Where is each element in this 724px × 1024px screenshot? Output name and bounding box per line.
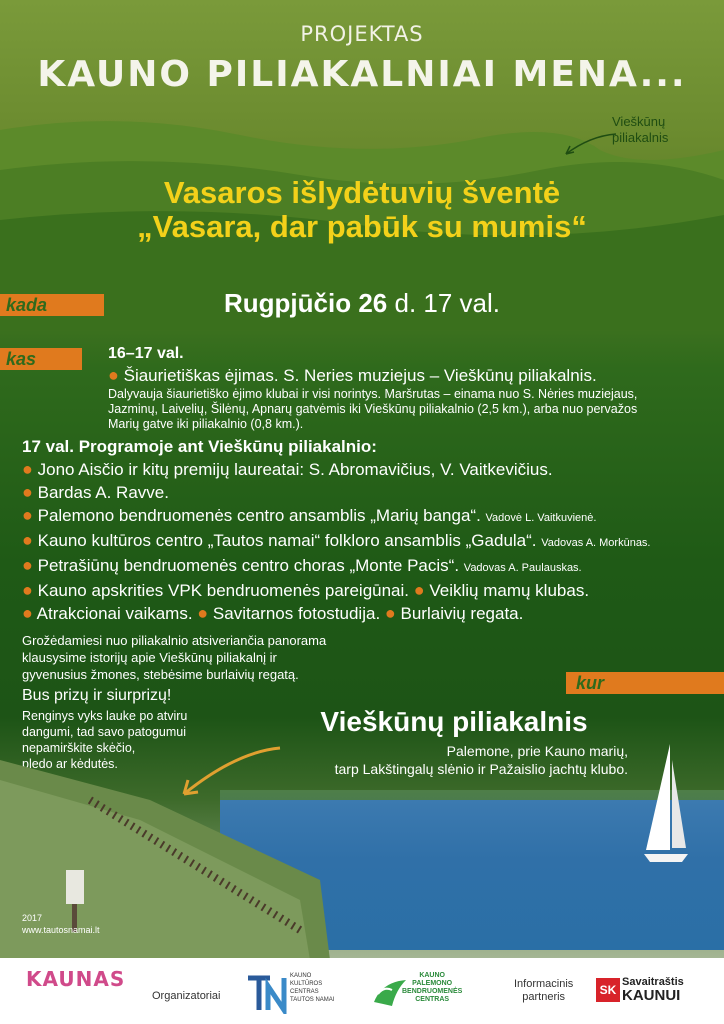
walk-desc1: Dalyvauja šiaurietiško ėjimo klubai ir visi norintys. Maršrutas – einama nuo S. Nėries muziejaus, <box>108 387 638 401</box>
date-rest: d. 17 val. <box>394 288 500 318</box>
outdoor-text: Renginys vyks lauke po atviru dangumi, tad savo patogumui nepamirškite skėčio, pledo ar kėdutės. <box>22 709 188 771</box>
bullet-icon: ● <box>22 555 33 575</box>
walk-title: ● Šiaurietiškas ėjimas. S. Neries muziejus – Vieškūnų piliakalnis. <box>108 365 597 385</box>
bullet-icon: ● <box>384 603 396 623</box>
walk-section <box>108 344 637 432</box>
tag-kas: kas <box>0 348 82 370</box>
credits-year: 2017 <box>22 913 43 923</box>
bullet-icon: ● <box>108 365 119 385</box>
walk-time: 16–17 val. <box>108 345 184 362</box>
hill-arrow-icon <box>560 130 620 160</box>
walk-desc2: Jazminų, Laivelių, Šilėnų, Apnarų gatvėmis iki Vieškūnų piliakalnio (2,5 km.), arba nuo pervažos <box>108 402 638 416</box>
footer <box>0 958 724 1024</box>
venue-name: Vieškūnų piliakalnis <box>320 706 588 737</box>
bullet-icon: ● <box>197 603 209 623</box>
info-partner-label: Informacinis partneris <box>514 978 574 1003</box>
bullet-icon: ● <box>22 603 33 623</box>
panorama-text: Grožėdamiesi nuo piliakalnio atsiveriančia panorama klausysime istorijų apie Vieškūnų piliakalnį ir gyvenusius žmones, stebėsime burlaivių regatą. <box>22 633 327 682</box>
hill-label-line2: piliakalnis <box>612 130 669 145</box>
main-title: KAUNO PILIAKALNIAI MENA... <box>37 54 687 95</box>
palemono-text: KAUNO PALEMONO BENDRUOMENĖS CENTRAS <box>402 972 463 1003</box>
credits-site[interactable]: www.tautosnamai.lt <box>22 925 100 935</box>
program-heading: 17 val. Programoje ant Vieškūnų piliakalnio: <box>22 437 377 456</box>
kaunas-logo: KAUNAS <box>26 967 126 991</box>
bullet-icon: ● <box>413 580 425 600</box>
program-item: ● Kauno apskrities VPK bendruomenės pareigūnai. ● Veiklių mamų klubas. <box>22 580 590 600</box>
venue-address: Palemone, prie Kauno marių, tarp Lakštingalų slėnio ir Pažaislio jachtų klubo. <box>334 743 628 777</box>
event-title-line2: „Vasara, dar pabūk su mumis“ <box>137 209 587 244</box>
sk-logo-icon: SK <box>596 978 620 1002</box>
tag-kada: kada <box>0 294 104 316</box>
curved-arrow-icon <box>176 742 286 802</box>
tautos-namai-text: KAUNO KULTŪROS CENTRAS TAUTOS NAMAI <box>290 973 335 1003</box>
bullet-icon: ● <box>22 459 33 479</box>
date-day: 26 <box>358 288 388 318</box>
program-item: ● Palemono bendruomenės centro ansamblis „Marių banga“. Vadovė L. Vaitkuvienė. <box>22 505 597 525</box>
prizes-text: Bus prizų ir siurprizų! <box>22 687 172 704</box>
event-title <box>0 176 724 244</box>
program-item: ● Kauno kultūros centro „Tautos namai“ folkloro ansamblis „Gadula“. Vadovas A. Morkūnas. <box>22 530 651 550</box>
bullet-icon: ● <box>22 530 33 550</box>
organizers-label: Organizatoriai <box>152 990 221 1002</box>
program-item: ● Atrakcionai vaikams. ● Savitarnos fotostudija. ● Burlaivių regata. <box>22 603 524 623</box>
event-date <box>0 288 724 319</box>
walk-desc3: Marių gatve iki piliakalnio (0,8 km.). <box>108 417 304 431</box>
bullet-icon: ● <box>22 505 33 525</box>
date-month: Rugpjūčio <box>224 288 352 318</box>
tautos-namai-logo-icon <box>246 972 288 1014</box>
sailboat-icon <box>640 740 690 870</box>
bullet-icon: ● <box>22 580 33 600</box>
credits <box>22 912 100 936</box>
program-item: ● Bardas A. Ravve. <box>22 482 169 502</box>
tag-kur: kur <box>566 672 724 694</box>
hills-background <box>0 0 724 330</box>
sk-text: Savaitraštis KAUNUI <box>622 976 684 1004</box>
project-label: PROJEKTAS <box>300 22 424 46</box>
program-item: ● Jono Aisčio ir kitų premijų laureatai: S. Abromavičius, V. Vaitkevičius. <box>22 459 553 479</box>
event-title-line1: Vasaros išlydėtuvių šventė <box>163 175 561 210</box>
program-item: ● Petrašiūnų bendruomenės centro choras „Monte Pacis“. Vadovas A. Paulauskas. <box>22 555 582 575</box>
hill-label-line1: Vieškūnų <box>612 114 666 129</box>
hill-label <box>612 114 668 146</box>
bullet-icon: ● <box>22 482 33 502</box>
program-section <box>22 436 722 625</box>
